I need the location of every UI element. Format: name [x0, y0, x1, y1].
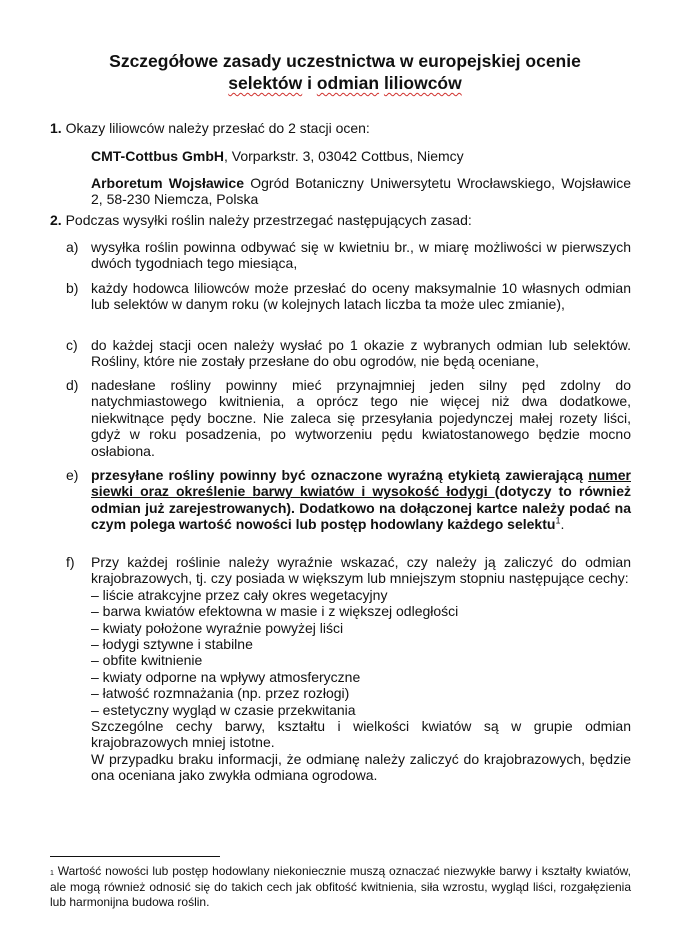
- title-word-liliowcow: liliowców: [383, 73, 462, 93]
- section-1-number: 1.: [50, 120, 62, 136]
- feature-item: – łodygi sztywne i stabilne: [91, 636, 253, 653]
- title-word-odmian: odmian: [316, 73, 380, 93]
- section-2-text: Podczas wysyłki roślin należy przestrzegać następujących zasad:: [61, 212, 472, 228]
- item-e-part2: (dotyczy to również odmian już zarejestrowanych). Dodatkowo na dołączonej kartce należy podać na czym polega wartość nowości lub postęp hodowlany każdego selektu: [91, 483, 631, 533]
- item-b-marker: b): [66, 280, 79, 296]
- title-line-1: Szczegółowe zasady uczestnictwa w europejskiej ocenie: [109, 51, 581, 71]
- feature-item: – obfite kwitnienie: [91, 652, 203, 669]
- item-c-marker: c): [66, 337, 78, 353]
- title-word-selektow: selektów: [228, 73, 303, 93]
- item-d-marker: d): [66, 377, 79, 393]
- item-c-text: do każdej stacji ocen należy wysłać po 1 okazie z wybranych odmian lub selektów. Rośliny, które nie zostały przesłane do obu ogrodów, nie będą oceniane,: [91, 337, 631, 370]
- item-d-text: nadesłane rośliny powinny mieć przynajmniej jeden silny pęd zdolny do natychmiastowego kwitnienia, a oprócz tego nie więcej niż dwa dodatkowe, niekwitnące pędy boczne. Nie zaleca się przesyłania pojedynczej małej rozety liści, gdyż w roku posadzenia, po wytworzeniu pędu kwiatostanowego będzie mocno osłabiona.: [91, 377, 631, 459]
- item-e-marker: e): [66, 467, 79, 483]
- footnote-text: Wartość nowości lub postęp hodowlany niekoniecznie muszą oznaczać niezwykłe barwy i kształty kwiatów, ale mogą również odnosić się do takich cech jak obfitość kwitnienia, siła wzrostu, wygląd liści, rozgałęzienia lub harmonijna budowa roślin.: [50, 864, 631, 909]
- feature-item: – estetyczny wygląd w czasie przekwitania: [91, 701, 356, 718]
- item-e-end: .: [560, 516, 565, 533]
- station-name: Arboretum Wojsławice: [91, 175, 245, 191]
- footnote: [50, 864, 631, 911]
- station-name: CMT-Cottbus GmbH: [91, 148, 224, 164]
- item-f-marker: f): [66, 554, 75, 570]
- item-e-part1: przesyłane rośliny powinny być oznaczone wyraźną etykietą zawierającą: [91, 467, 589, 483]
- item-f-note-1: Szczególne cechy barwy, kształtu i wielkości kwiatów są w grupie odmian krajobrazowych mniej istotne.: [91, 718, 631, 751]
- item-b-text: każdy hodowca liliowców może przesłać do oceny maksymalnie 10 własnych odmian lub selektów w danym roku (w kolejnych latach liczba ta może ulec zmianie),: [91, 280, 631, 313]
- feature-item: – liście atrakcyjne przez cały okres wegetacyjny: [91, 586, 388, 603]
- section-1-text: Okazy liliowców należy przesłać do 2 stacji ocen:: [61, 120, 370, 136]
- title-line-2: [60, 72, 630, 94]
- item-f-intro: Przy każdej roślinie należy wyraźnie wskazać, czy należy ją zaliczyć do odmian krajobrazowych, tj. czy posiada w większym lub mniejszym stopniu następujące cechy:: [91, 554, 631, 587]
- feature-item: – łatwość rozmnażania (np. przez rozłogi): [91, 685, 350, 702]
- item-e-underlined: numer siewki oraz określenie barwy kwiatów i wysokość łodygi: [91, 467, 631, 500]
- footnote-separator: [50, 856, 220, 857]
- station-address: , Vorparkstr. 3, 03042 Cottbus, Niemcy: [223, 148, 464, 164]
- section-2-number: 2.: [50, 212, 62, 228]
- item-e-text: [91, 467, 631, 533]
- footnote-mark: 1: [50, 870, 54, 877]
- document-title: [60, 50, 630, 94]
- item-a-text: wysyłka roślin powinna odbywać się w kwietniu br., w miarę możliwości w pierwszych dwóch tygodniach tego miesiąca,: [91, 239, 631, 272]
- item-f-note-2: W przypadku braku informacji, że odmianę należy zaliczyć do krajobrazowych, będzie ona oceniana jako zwykła odmiana ogrodowa.: [91, 750, 631, 784]
- footnote-reference[interactable]: 1: [555, 515, 561, 526]
- feature-item: – kwiaty położone wyraźnie powyżej liści: [91, 619, 344, 636]
- feature-item: – barwa kwiatów efektowna w masie i z większej odległości: [91, 603, 459, 620]
- station-cottbus: [91, 148, 631, 164]
- item-a-marker: a): [66, 239, 79, 255]
- station-wojslawice: [91, 175, 631, 208]
- feature-item: – kwiaty odporne na wpływy atmosferyczne: [91, 668, 361, 685]
- title-word-i: i: [307, 73, 312, 93]
- item-f-text: [91, 554, 631, 784]
- section-1-heading: [50, 120, 631, 136]
- station-address: Ogród Botaniczny Uniwersytetu Wrocławskiego, Wojsławice 2, 58-230 Niemcza, Polska: [91, 175, 632, 208]
- section-2-heading: [50, 212, 631, 228]
